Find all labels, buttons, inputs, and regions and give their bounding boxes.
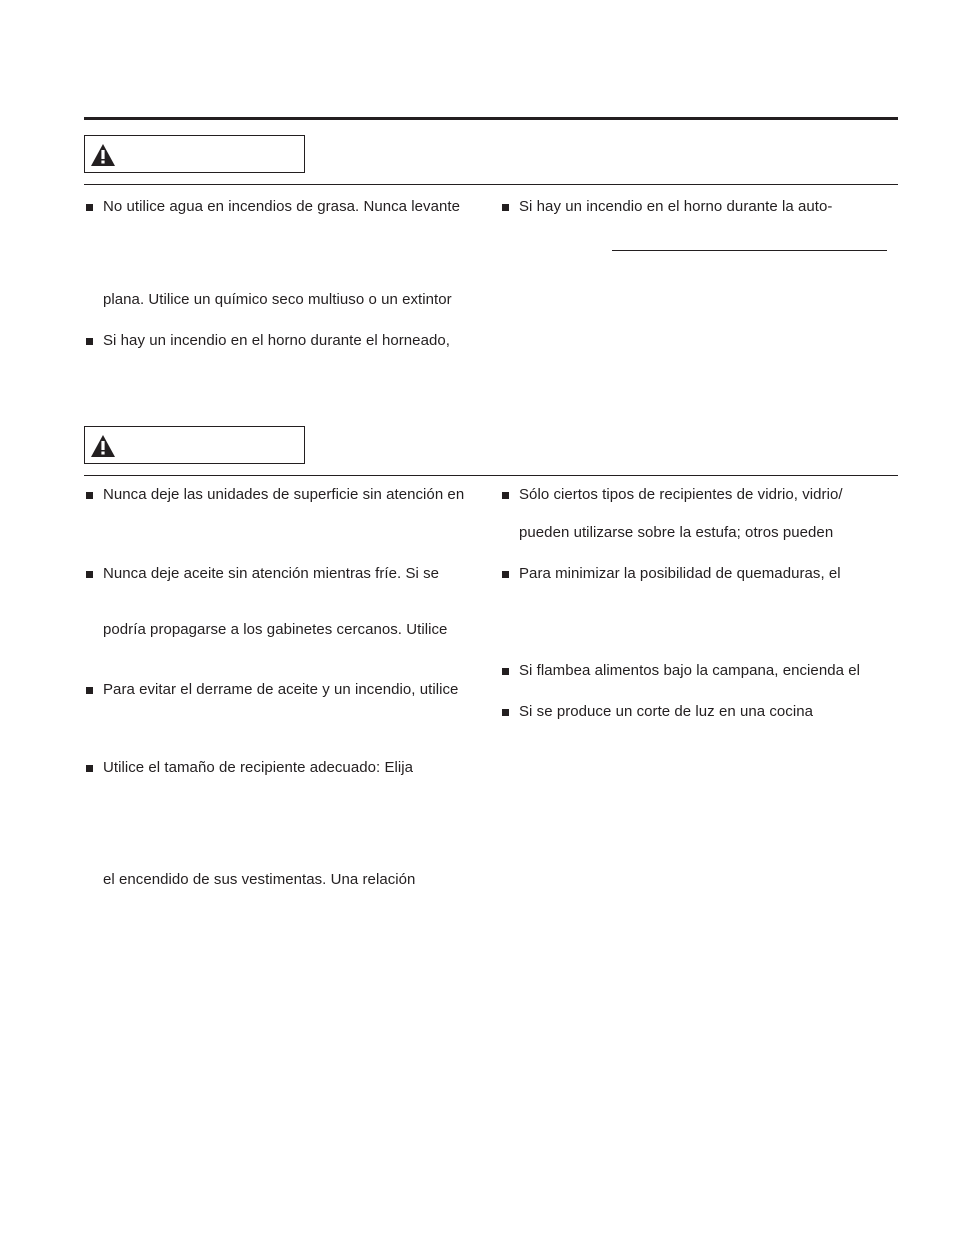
section-divider <box>84 184 898 185</box>
paragraph-line: No utilice agua en incendios de grasa. Nunca levante <box>103 198 460 215</box>
section-divider <box>84 475 898 476</box>
paragraph-line: Si hay un incendio en el horno durante la auto- <box>519 198 833 215</box>
paragraph-line: Sólo ciertos tipos de recipientes de vidrio, vidrio/ <box>519 486 843 503</box>
bullet-icon <box>502 571 509 578</box>
paragraph-line: podría propagarse a los gabinetes cercanos. Utilice <box>103 621 448 638</box>
paragraph-line: Si se produce un corte de luz en una cocina <box>519 703 814 720</box>
bullet-icon <box>86 765 93 772</box>
bullet-icon <box>86 687 93 694</box>
top-rule <box>84 117 898 120</box>
bullet-icon <box>502 492 509 499</box>
bullet-icon <box>502 668 509 675</box>
bullet-icon <box>502 204 509 211</box>
paragraph-line: plana. Utilice un químico seco multiuso o un extintor <box>103 291 452 308</box>
bullet-icon <box>502 709 509 716</box>
bullet-icon <box>86 492 93 499</box>
underline-rule <box>612 250 887 251</box>
paragraph-line: Nunca deje las unidades de superficie sin atención en <box>103 486 465 503</box>
warning-triangle-icon <box>90 143 116 167</box>
warning-label-box <box>84 426 305 464</box>
paragraph-line: Nunca deje aceite sin atención mientras fríe. Si se <box>103 565 440 582</box>
warning-label-box <box>84 135 305 173</box>
bullet-icon <box>86 204 93 211</box>
paragraph-line: Para evitar el derrame de aceite y un incendio, utilice <box>103 681 459 698</box>
paragraph-line: pueden utilizarse sobre la estufa; otros pueden <box>519 524 834 541</box>
paragraph-line: Si hay un incendio en el horno durante el horneado, <box>103 332 450 349</box>
bullet-icon <box>86 338 93 345</box>
warning-triangle-icon <box>90 434 116 458</box>
paragraph-line: Utilice el tamaño de recipiente adecuado: Elija <box>103 759 414 776</box>
bullet-icon <box>86 571 93 578</box>
paragraph-line: Para minimizar la posibilidad de quemaduras, el <box>519 565 841 582</box>
paragraph-line: el encendido de sus vestimentas. Una relación <box>103 871 416 888</box>
paragraph-line: Si flambea alimentos bajo la campana, encienda el <box>519 662 860 679</box>
